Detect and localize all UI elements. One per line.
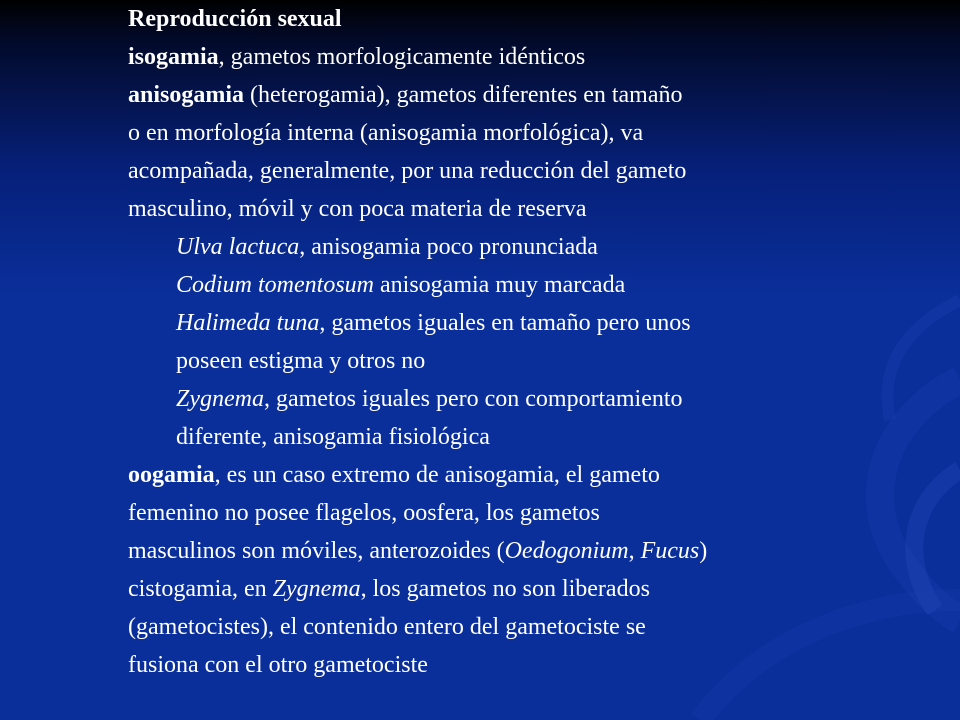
anisogamia-term: anisogamia [128,82,245,108]
example-codium-text: anisogamia muy marcada [374,272,626,298]
oogamia-separator: , [628,538,641,564]
isogamia-line [128,38,868,76]
example-zygnema [128,380,868,418]
oogamia-term: oogamia [128,462,215,488]
genus-oedogonium: Oedogonium [504,538,629,564]
example-halimeda [128,304,868,342]
example-ulva [128,228,868,266]
cistogamia-line-3: fusiona con el otro gametociste [128,652,428,678]
example-halimeda-line-2: poseen estigma y otros no [176,348,426,374]
genus-fucus: Fucus [640,538,700,564]
cistogamia-line-2: (gametocistes), el contenido entero del gametociste se [128,614,646,640]
example-halimeda-text: , gametos iguales en tamaño pero unos [319,310,691,336]
cistogamia-text-start: cistogamia, en [128,576,273,602]
species-zygnema: Zygnema [176,386,264,412]
example-zygnema-line-2: diferente, anisogamia fisiológica [176,424,490,450]
isogamia-definition: , gametos morfologicamente idénticos [218,44,586,70]
slide-body [128,0,868,684]
anisogamia-definition-start: (heterogamia), gametos diferentes en tamaño [244,82,683,108]
anisogamia-line-1 [128,76,868,114]
isogamia-term: isogamia [128,44,219,70]
oogamia-line-3 [128,532,868,570]
cistogamia-line-1 [128,570,868,608]
oogamia-definition-start: , es un caso extremo de anisogamia, el gameto [214,462,660,488]
oogamia-line-3-text: masculinos son móviles, anterozoides ( [128,538,505,564]
example-codium [128,266,868,304]
oogamia-line-2: femenino no posee flagelos, oosfera, los gametos [128,500,600,526]
anisogamia-line-4: masculino, móvil y con poca materia de reserva [128,196,587,222]
anisogamia-line-3: acompañada, generalmente, por una reducción del gameto [128,158,687,184]
cistogamia-text-end: , los gametos no son liberados [360,576,650,602]
oogamia-line-1 [128,456,868,494]
example-zygnema-text: , gametos iguales pero con comportamiento [263,386,683,412]
oogamia-close-paren: ) [699,538,708,564]
slide-heading: Reproducción sexual [128,6,342,32]
example-ulva-text: , anisogamia poco pronunciada [299,234,598,260]
species-ulva-lactuca: Ulva lactuca [176,234,300,260]
anisogamia-line-2: o en morfología interna (anisogamia morfológica), va [128,120,644,146]
species-halimeda-tuna: Halimeda tuna [176,310,320,336]
species-codium-tomentosum: Codium tomentosum [176,272,374,298]
genus-zygnema: Zygnema [272,576,361,602]
